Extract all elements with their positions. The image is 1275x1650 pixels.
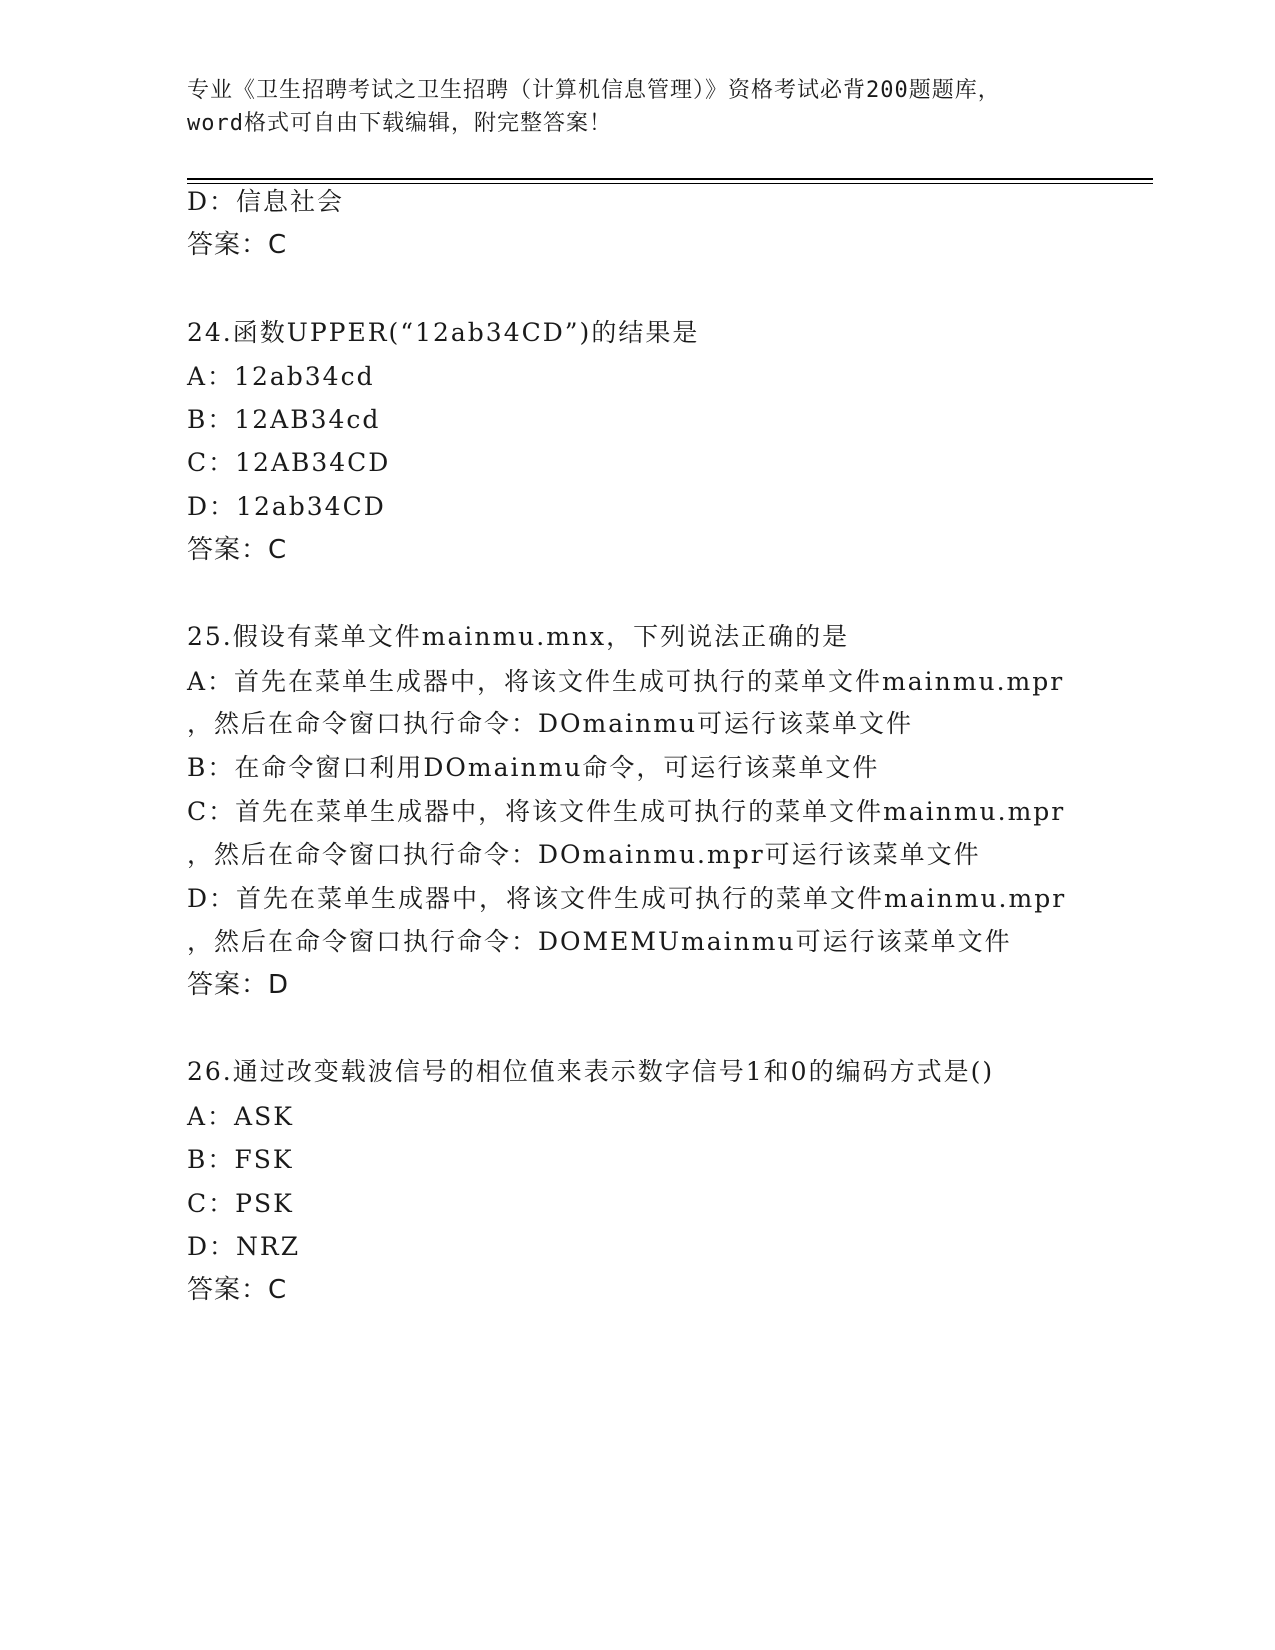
q26-stem: 26.通过改变载波信号的相位值来表示数字信号1和0的编码方式是() — [187, 1057, 995, 1086]
q25-answer: 答案：D — [187, 970, 290, 1000]
q25-option-d-line-2: ，然后在命令窗口执行命令：DOMEMUmainmu可运行该菜单文件 — [187, 927, 1012, 956]
q25-option-c-line-2: ，然后在命令窗口执行命令：DOmainmu.mpr可运行该菜单文件 — [187, 840, 981, 869]
q25-option-a-line-1: A：首先在菜单生成器中，将该文件生成可执行的菜单文件mainmu.mpr — [187, 667, 1065, 696]
prev-option-d: D：信息社会 — [187, 187, 345, 216]
q25-option-c-line-1: C：首先在菜单生成器中，将该文件生成可执行的菜单文件mainmu.mpr — [187, 797, 1066, 826]
header-divider-thick — [187, 178, 1153, 180]
q26-option-a: A：ASK — [187, 1102, 294, 1131]
q25-option-b: B：在命令窗口利用DOmainmu命令，可运行该菜单文件 — [187, 753, 880, 782]
header-title-line-1: 专业《卫生招聘考试之卫生招聘（计算机信息管理）》资格考试必背200题题库， — [187, 78, 1001, 103]
q24-answer: 答案：C — [187, 535, 288, 565]
header-divider-thin — [187, 183, 1153, 184]
q25-option-d-line-1: D：首先在菜单生成器中，将该文件生成可执行的菜单文件mainmu.mpr — [187, 884, 1067, 913]
q24-option-c: C：12AB34CD — [187, 448, 391, 477]
prev-answer: 答案：C — [187, 230, 288, 260]
q26-option-c: C：PSK — [187, 1189, 294, 1218]
q24-option-a: A：12ab34cd — [187, 362, 375, 391]
q26-answer: 答案：C — [187, 1275, 288, 1305]
q24-option-d: D：12ab34CD — [187, 492, 386, 521]
document-header — [187, 74, 1087, 140]
header-title-line-2: word格式可自由下载编辑，附完整答案！ — [187, 111, 612, 136]
q24-option-b: B：12AB34cd — [187, 405, 381, 434]
q24-stem: 24.函数UPPER(“12ab34CD”)的结果是 — [187, 318, 700, 347]
q25-stem: 25.假设有菜单文件mainmu.mnx，下列说法正确的是 — [187, 622, 850, 651]
q25-option-a-line-2: ，然后在命令窗口执行命令：DOmainmu可运行该菜单文件 — [187, 709, 914, 738]
q26-option-d: D：NRZ — [187, 1232, 301, 1261]
q26-option-b: B：FSK — [187, 1145, 294, 1174]
